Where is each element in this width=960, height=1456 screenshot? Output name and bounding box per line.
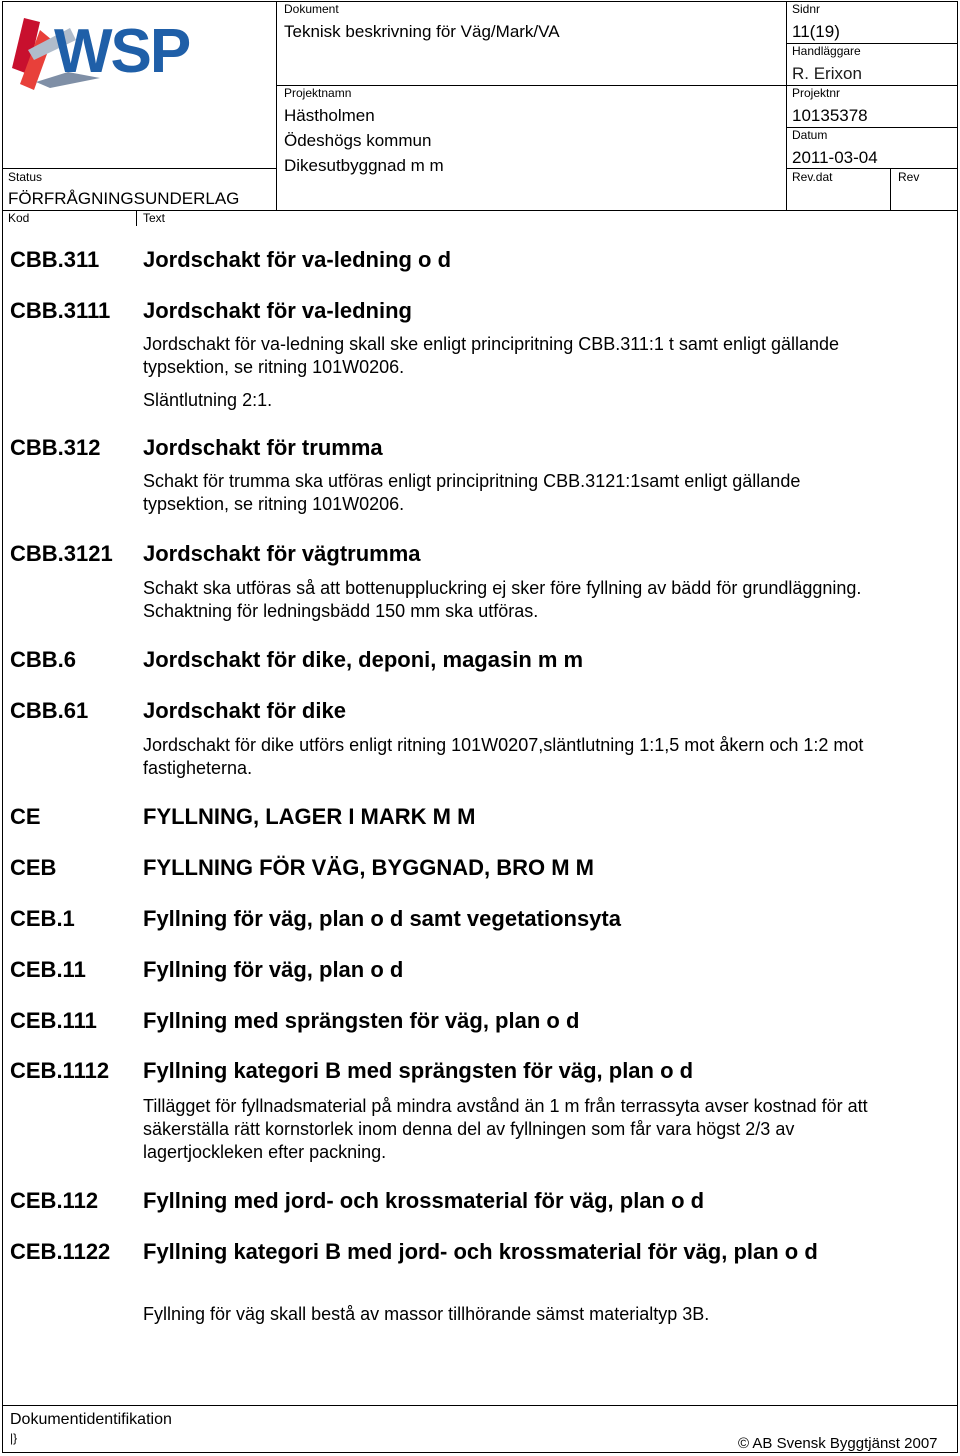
handlaggare-label: Handläggare [792,44,861,58]
projektnamn-line-1: Hästholmen [284,106,375,125]
projektnr-label: Projektnr [792,86,841,100]
section-code: CBB.6 [10,647,77,672]
projektnamn-line-2: Ödeshögs kommun [284,131,432,150]
section-code: CEB.1112 [10,1058,110,1083]
section-code: CBB.311 [10,247,100,272]
section-body-extra: Släntlutning 2:1. [143,390,273,410]
projektnamn-line-3: Dikesutbyggnad m m [284,156,444,175]
section-title: Jordschakt för va-ledning [143,298,412,323]
rev-label: Rev [898,170,920,184]
status-label: Status [8,170,43,184]
status-value: FÖRFRÅGNINGSUNDERLAG [8,189,240,208]
section-title: Jordschakt för vägtrumma [143,541,421,566]
datum-value: 2011-03-04 [792,148,878,167]
section-code: CEB.112 [10,1188,99,1213]
section-code: CBB.3111 [10,298,111,323]
projektnamn-label: Projektnamn [284,86,352,100]
section-title: FYLLNING, LAGER I MARK M M [143,804,476,829]
section-title: Jordschakt för dike, deponi, magasin m m [143,647,584,672]
section-code: CEB [10,855,57,880]
section-code: CEB.1 [10,906,75,931]
section-code: CEB.11 [10,957,86,982]
wsp-logo [10,10,240,90]
section-body: Schakt ska utföras så att bottenuppluckring ej sker före fyllning av bädd för grundläggning. Schaktning för ledningsbädd 150 mm ska utföras. [143,578,862,621]
text-label: Text [143,211,166,225]
section-title: Fyllning med jord- och krossmaterial för väg, plan o d [143,1188,705,1213]
datum-label: Datum [792,128,828,142]
kod-label: Kod [8,211,30,225]
dokument-value: Teknisk beskrivning för Väg/Mark/VA [284,22,560,41]
section-title: Fyllning med sprängsten för väg, plan o d [143,1008,580,1033]
section-title: Fyllning kategori B med jord- och krossmaterial för väg, plan o d [143,1239,818,1264]
section-code: CEB.1122 [10,1239,111,1264]
section-body: Jordschakt för va-ledning skall ske enligt principritning CBB.311:1 t samt enligt gällande typsektion, se ritning 101W0206. [143,334,840,377]
section-body: Schakt för trumma ska utföras enligt principritning CBB.3121:1samt enligt gällande typsektion, se ritning 101W0206. [143,471,801,514]
section-title: Jordschakt för dike [143,698,346,723]
wsp-logo-mark [10,10,240,90]
section-body: Jordschakt för dike utförs enligt ritning 101W0207,släntlutning 1:1,5 mot åkern och 1:2 mot fastigheterna. [143,735,864,778]
doc-id-value: |} [10,1431,18,1445]
svg-text:WSP: WSP [54,17,190,86]
section-title: Fyllning för väg, plan o d samt vegetationsyta [143,906,621,931]
projektnr-value: 10135378 [792,106,868,125]
section-code: CEB.111 [10,1008,97,1033]
section-body: Fyllning för väg skall bestå av massor tillhörande sämst materialtyp 3B. [143,1304,710,1324]
section-title: Fyllning för väg, plan o d [143,957,404,982]
sidnr-value: 11(19) [792,22,840,41]
revdat-label: Rev.dat [792,170,833,184]
handlaggare-value: R. Erixon [792,64,862,83]
section-title: Jordschakt för trumma [143,435,383,460]
copyright-text: © AB Svensk Byggtjänst 2007 [738,1435,938,1452]
section-code: CBB.312 [10,435,101,460]
section-title: Fyllning kategori B med sprängsten för väg, plan o d [143,1058,694,1083]
section-code: CBB.3121 [10,541,113,566]
section-title: FYLLNING FÖR VÄG, BYGGNAD, BRO M M [143,855,594,880]
section-body: Tillägget för fyllnadsmaterial på mindra avstånd än 1 m från terrassyta avser kostnad för att säkerställa rätt kornstorlek inom denna del av fyllningen som får vara högst 2/3 av lagertjockleken efter packning. [143,1096,868,1162]
sidnr-label: Sidnr [792,2,821,16]
section-code: CBB.61 [10,698,89,723]
dokument-label: Dokument [284,2,339,16]
doc-id-label: Dokumentidentifikation [10,1411,172,1428]
section-title: Jordschakt för va-ledning o d [143,247,452,272]
section-code: CE [10,804,41,829]
